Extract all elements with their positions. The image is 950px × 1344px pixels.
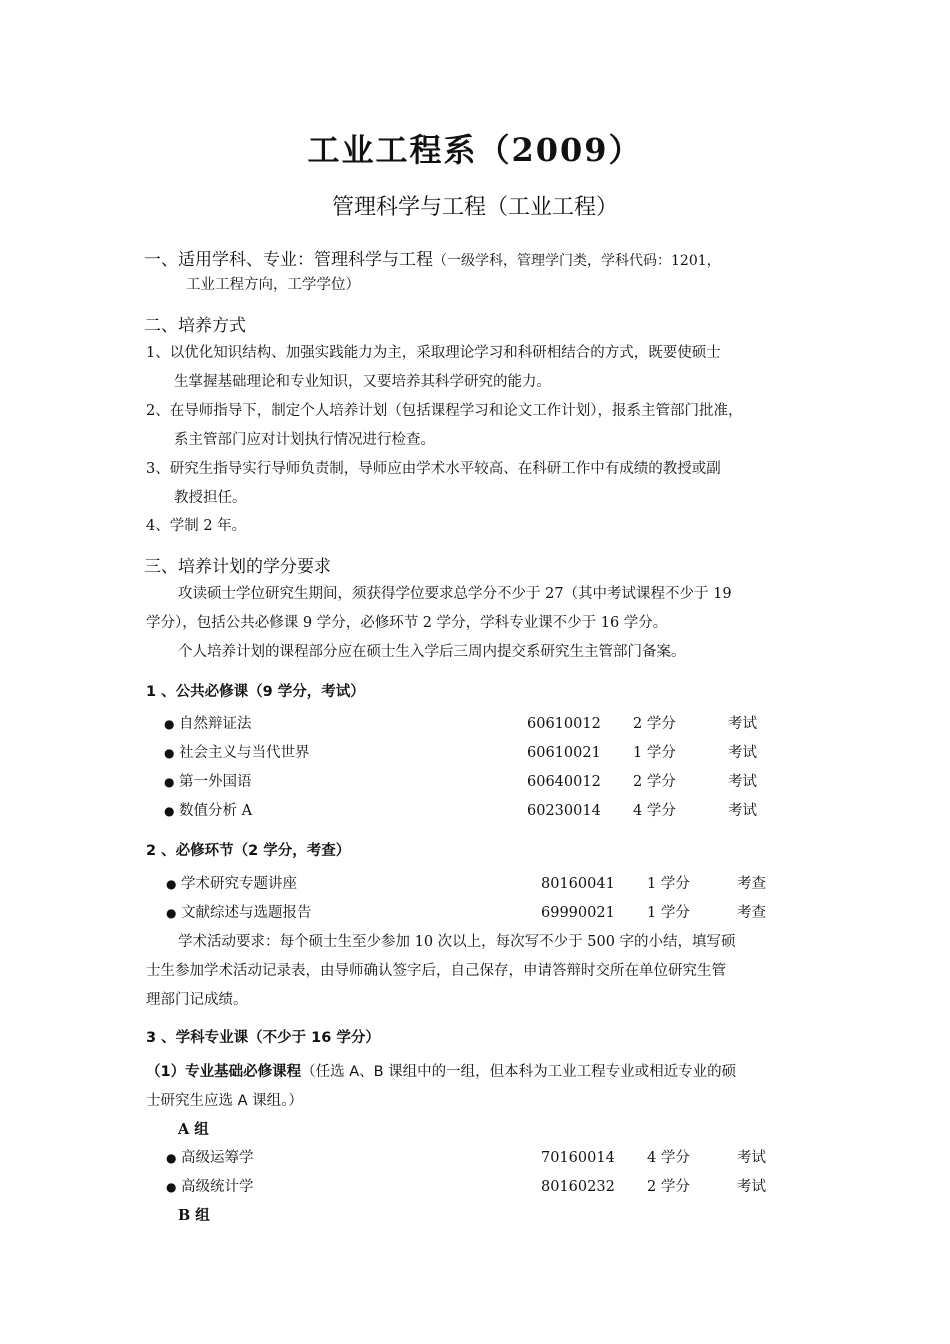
bullet-icon: ● [164, 746, 175, 760]
group-b-label: B 组 [178, 1207, 210, 1224]
course-row [0, 902, 950, 924]
course-row [0, 771, 950, 793]
course-type: 考试 [737, 1179, 766, 1195]
course-type: 考查 [737, 876, 766, 892]
section-1-note: （一级学科，管理学门类，学科代码：1201， [433, 253, 721, 269]
page-title: 工业工程系（2009） [307, 131, 643, 169]
course-row [0, 713, 950, 735]
course-code: 60610012 [527, 716, 601, 732]
part-3-sub-heading-line [146, 1061, 736, 1083]
part-2-note-line: 理部门记成绩。 [146, 992, 248, 1008]
course-type: 考试 [728, 803, 757, 819]
course-name: 自然辩证法 [179, 716, 252, 732]
section-2-line: 生掌握基础理论和专业知识，又要培养其科学研究的能力。 [174, 374, 551, 390]
section-3-line: 攻读硕士学位研究生期间，须获得学位要求总学分不少于 27（其中考试课程不少于 19 [178, 586, 732, 602]
course-name: 高级统计学 [181, 1179, 254, 1195]
section-2-line: 4、学制 2 年。 [146, 518, 247, 534]
course-credit: 2 学分 [633, 774, 676, 790]
section-2-line: 系主管部门应对计划执行情况进行检查。 [174, 432, 435, 448]
course-type: 考试 [728, 716, 757, 732]
section-3-heading: 三、培养计划的学分要求 [144, 557, 331, 577]
bullet-icon: ● [164, 775, 175, 789]
course-code: 69990021 [541, 905, 615, 921]
course-name: 学术研究专题讲座 [181, 876, 297, 892]
section-3-line: 个人培养计划的课程部分应在硕士生入学后三周内提交系研究生主管部门备案。 [178, 644, 686, 660]
course-credit: 1 学分 [647, 905, 690, 921]
part-1-heading: 1 、公共必修课（9 学分，考试） [146, 684, 365, 700]
section-3-line: 学分），包括公共必修课 9 学分，必修环节 2 学分，学科专业课不少于 16 学分。 [146, 615, 668, 631]
course-code: 60230014 [527, 803, 601, 819]
course-type: 考试 [728, 774, 757, 790]
course-code: 60610021 [527, 745, 601, 761]
course-credit: 1 学分 [647, 876, 690, 892]
part-3-sub-note: （任选 A、B 课组中的一组，但本科为工业工程专业或相近专业的硕 [301, 1064, 737, 1080]
course-name: 第一外国语 [179, 774, 252, 790]
course-row [0, 1147, 950, 1169]
course-name: 数值分析 A [179, 803, 253, 819]
section-1-title: 一、适用学科、专业：管理科学与工程 [144, 250, 433, 270]
course-credit: 2 学分 [647, 1179, 690, 1195]
part-2-note-line: 士生参加学术活动记录表，由导师确认签字后，自己保存，申请答辩时交所在单位研究生管 [146, 963, 726, 979]
course-row [0, 800, 950, 822]
course-credit: 4 学分 [647, 1150, 690, 1166]
section-2-heading: 二、培养方式 [144, 316, 246, 336]
section-2-line: 3、研究生指导实行导师负责制，导师应由学术水平较高、在科研工作中有成绩的教授或副 [146, 461, 721, 477]
course-type: 考查 [737, 905, 766, 921]
section-1-note-cont: 工业工程方向，工学学位） [186, 277, 360, 293]
part-2-note-line: 学术活动要求：每个硕士生至少参加 10 次以上，每次写不少于 500 字的小结，填写硕 [178, 934, 736, 950]
course-name: 高级运筹学 [181, 1150, 254, 1166]
course-credit: 1 学分 [633, 745, 676, 761]
group-a-label: A 组 [178, 1121, 209, 1138]
course-code: 80160232 [541, 1179, 615, 1195]
bullet-icon: ● [164, 717, 175, 731]
part-3-sub-heading: （1）专业基础必修课程 [146, 1064, 302, 1080]
bullet-icon: ● [164, 804, 175, 818]
page-subtitle: 管理科学与工程（工业工程） [331, 195, 618, 220]
course-type: 考试 [737, 1150, 766, 1166]
course-row [0, 742, 950, 764]
course-type: 考试 [728, 745, 757, 761]
section-1-heading [144, 247, 721, 274]
course-code: 70160014 [541, 1150, 615, 1166]
course-name: 社会主义与当代世界 [179, 745, 310, 761]
course-credit: 2 学分 [633, 716, 676, 732]
section-2-line: 1、以优化知识结构、加强实践能力为主，采取理论学习和科研相结合的方式，既要使硕士 [146, 345, 721, 361]
part-3-sub-note-cont: 士研究生应选 A 课组。） [146, 1093, 303, 1109]
bullet-icon: ● [166, 1151, 177, 1165]
part-3-heading: 3 、学科专业课（不少于 16 学分） [146, 1030, 380, 1046]
section-2-line: 2、在导师指导下，制定个人培养计划（包括课程学习和论文工作计划），报系主管部门批准， [146, 403, 743, 419]
course-row [0, 1176, 950, 1198]
course-name: 文献综述与选题报告 [181, 905, 312, 921]
section-2-line: 教授担任。 [174, 490, 247, 506]
bullet-icon: ● [166, 906, 177, 920]
part-2-heading: 2 、必修环节（2 学分，考查） [146, 843, 351, 859]
course-row [0, 873, 950, 895]
course-credit: 4 学分 [633, 803, 676, 819]
bullet-icon: ● [166, 877, 177, 891]
bullet-icon: ● [166, 1180, 177, 1194]
course-code: 60640012 [527, 774, 601, 790]
course-code: 80160041 [541, 876, 615, 892]
